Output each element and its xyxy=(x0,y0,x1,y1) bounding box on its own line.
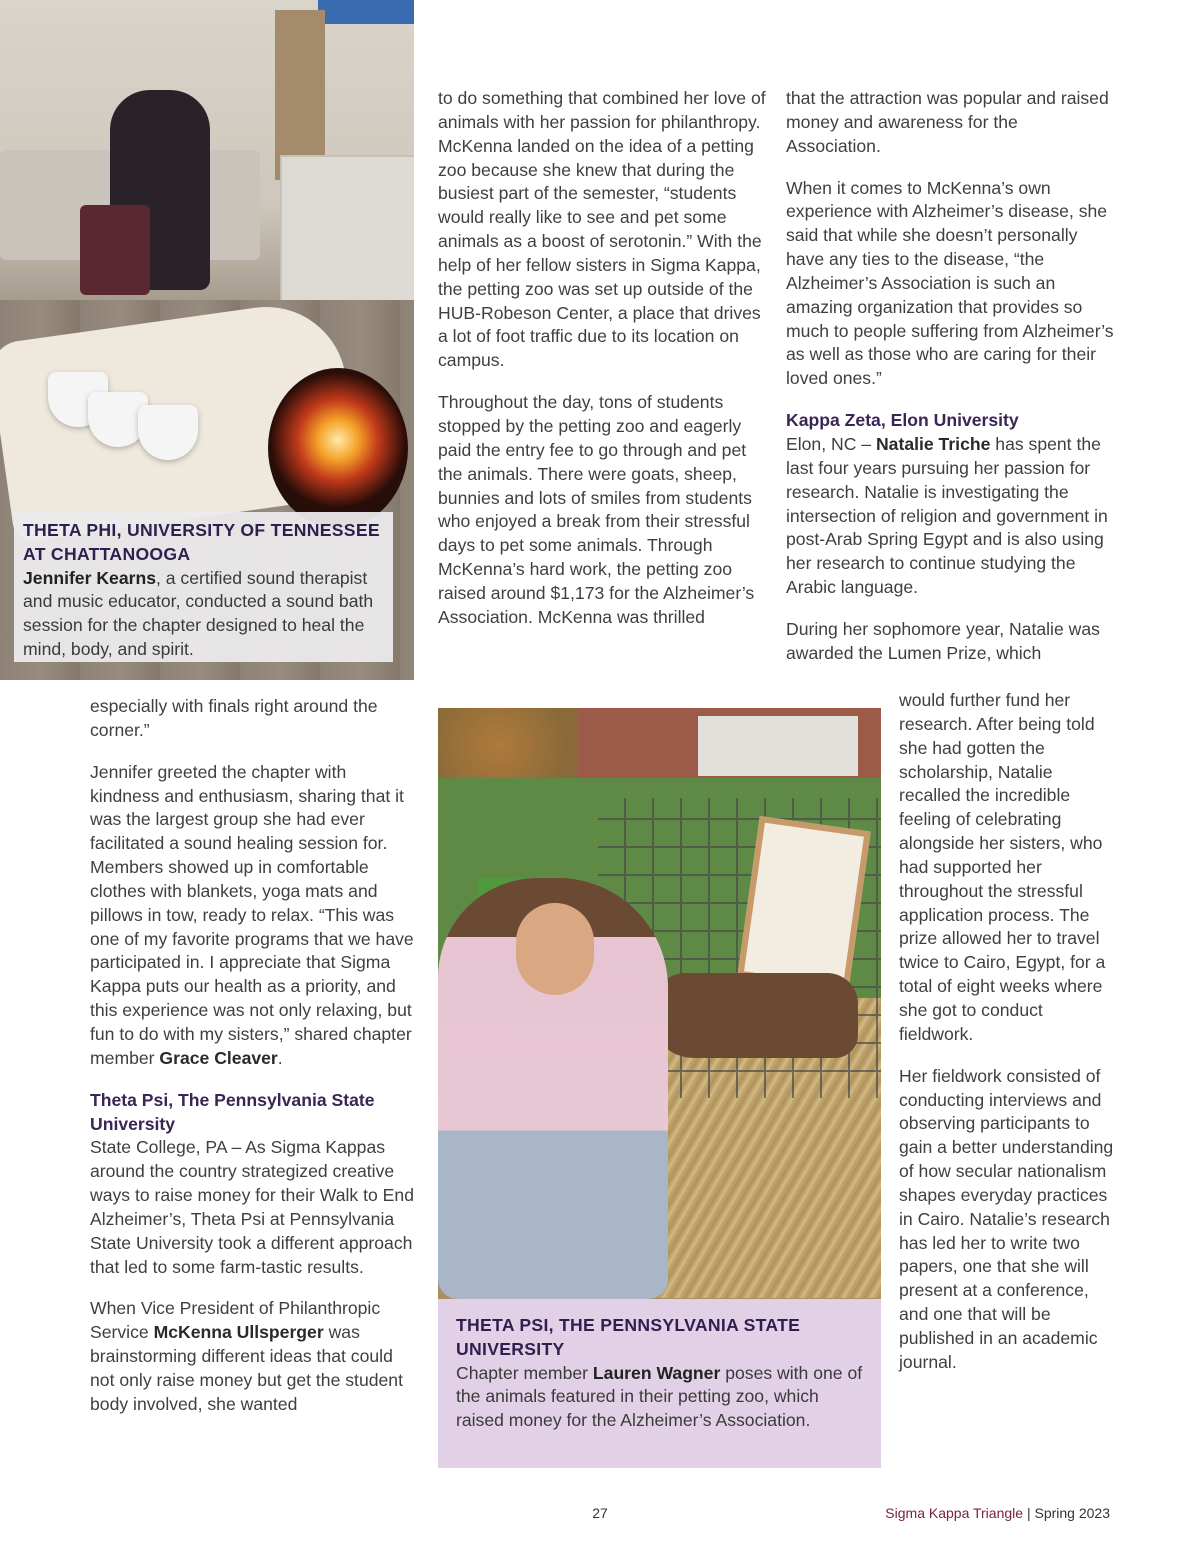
caption-body: Chapter member xyxy=(456,1362,593,1383)
goat xyxy=(648,973,858,1058)
footer-separator: | xyxy=(1026,1505,1031,1521)
autumn-tree xyxy=(438,708,588,783)
caption-text xyxy=(456,1362,863,1433)
publication-info xyxy=(885,1505,1110,1521)
petting-zoo-photo xyxy=(438,708,881,1299)
clipboard-sign xyxy=(737,816,870,992)
tote-bag xyxy=(80,205,150,295)
paragraph: would further fund her research. After being told she had gotten the scholarship, Natalie recalled the incredible feeling of celebrating alongside her sisters, who had supported her throughout the stressful application process. The prize allowed her to travel twice to Cairo, Egypt, for a total of eight weeks where she got to conduct fieldwork. xyxy=(899,690,1106,1044)
paragraph xyxy=(90,761,420,1071)
paragraph-text: . xyxy=(277,1047,283,1068)
paragraph-text: Elon, NC – xyxy=(786,433,876,454)
paragraph-text: has spent the last four years pursuing her passion for research. Natalie is investigating the intersection of religion and government in post-Arab Spring Egypt and is also using her research to continue studying the Arabic language. xyxy=(786,433,1108,598)
paragraph: to do something that combined her love of animals with her passion for philanthropy. McKenna landed on the idea of a petting zoo because she knew that during the busiest part of the semester, “students would really like to see and pet some animals as a boost of serotonin.” With the help of her fellow sisters in Sigma Kappa, the petting zoo was set up outside of the HUB-Robeson Center, a place that drives a lot of foot traffic due to its location on campus. xyxy=(438,88,766,371)
paragraph: Throughout the day, tons of students stopped by the petting zoo and eagerly paid the entry fee to go through and pet the animals. There were goats, sheep, bunnies and lots of smiles from students who enjoyed a break from their stressful days to pet some animals. Through McKenna’s hard work, the petting zoo raised around $1,173 for the Alzheimer’s Association. McKenna was thrilled xyxy=(438,392,755,627)
paragraph: State College, PA – As Sigma Kappas around the country strategized creative ways to raise money for their Walk to End Alzheimer’s, Theta Psi at Pennsylvania State University took a different approach that led to some farm-tastic results. xyxy=(90,1137,414,1277)
member-name: Natalie Triche xyxy=(875,433,991,454)
student-face xyxy=(516,903,594,995)
paragraph: that the attraction was popular and raised money and awareness for the Association. xyxy=(786,88,1109,156)
sound-bath-caption xyxy=(14,512,393,662)
member-name: Grace Cleaver xyxy=(159,1047,278,1068)
chapter-subheading: Kappa Zeta, Elon University xyxy=(786,410,1019,431)
painted-drum xyxy=(268,368,408,528)
paragraph xyxy=(90,1297,420,1416)
article-column-3-wrap xyxy=(899,689,1114,1375)
paragraph: When it comes to McKenna’s own experience with Alzheimer’s disease, she said that while she doesn’t personally have any ties to the disease, “the Alzheimer’s Association is such an amazing organization that provides so much to people suffering from Alzheimer’s as well as those who are caring for their loved ones.” xyxy=(786,177,1114,389)
caption-name: Lauren Wagner xyxy=(592,1362,721,1383)
page-footer xyxy=(0,1505,1200,1529)
article-column-3 xyxy=(786,87,1116,666)
paragraph-text: Jennifer greeted the chapter with kindness and enthusiasm, sharing that it was the largest group she had ever facilitated a sound healing session for. Members showed up in comfortable clothes with blankets, yoga mats and pillows in tow, ready to relax. “This was one of my favorite programs that we have participated in. I appreciate that Sigma Kappa puts our health as a priority, and this experience was not only relaxing, but fun to do with my sisters,” shared chapter member xyxy=(90,761,414,1068)
tv-screen xyxy=(318,0,414,24)
paragraph: especially with finals right around the corner.” xyxy=(90,696,378,740)
article-column-2 xyxy=(438,87,768,630)
paragraph: During her sophomore year, Natalie was awarded the Lumen Prize, which xyxy=(786,618,1100,663)
caption-body: , a certified sound therapist and music educator, conducted a sound bath session for the chapter designed to heal the mind, body, and spirit. xyxy=(23,567,374,659)
petting-zoo-caption xyxy=(438,1299,881,1468)
caption-text xyxy=(23,567,384,662)
caption-heading: THETA PSI, THE PENNSYLVANIA STATE UNIVERSITY xyxy=(456,1315,801,1359)
paragraph-text: was brainstorming different ideas that could not only raise money but get the student body involved, she wanted xyxy=(90,1322,403,1414)
paragraph-text: When Vice President of Philanthropic Service xyxy=(90,1298,381,1343)
caption-body: poses with one of the animals featured in their petting zoo, which raised money for the Alzheimer’s Association. xyxy=(456,1362,863,1431)
page-number: 27 xyxy=(592,1505,608,1521)
caption-name: Jennifer Kearns xyxy=(23,567,156,588)
chapter-subheading: Theta Psi, The Pennsylvania State University xyxy=(90,1089,375,1134)
cabinet xyxy=(280,155,414,309)
member-name: McKenna Ullsperger xyxy=(153,1322,324,1343)
issue-label: Spring 2023 xyxy=(1034,1505,1110,1521)
article-column-1 xyxy=(90,695,420,1417)
publication-name: Sigma Kappa Triangle xyxy=(885,1505,1024,1521)
paragraph xyxy=(786,433,1116,600)
paragraph: Her fieldwork consisted of conducting interviews and observing participants to gain a better understanding of how secular nationalism shapes everyday practices in Cairo. Natalie’s research has led her to write two papers, one that she will present at a conference, and one that will be published in an academic journal. xyxy=(899,1065,1114,1372)
campus-building xyxy=(698,716,858,776)
caption-heading: THETA PHI, UNIVERSITY OF TENNESSEE AT CHATTANOOGA xyxy=(23,520,380,564)
